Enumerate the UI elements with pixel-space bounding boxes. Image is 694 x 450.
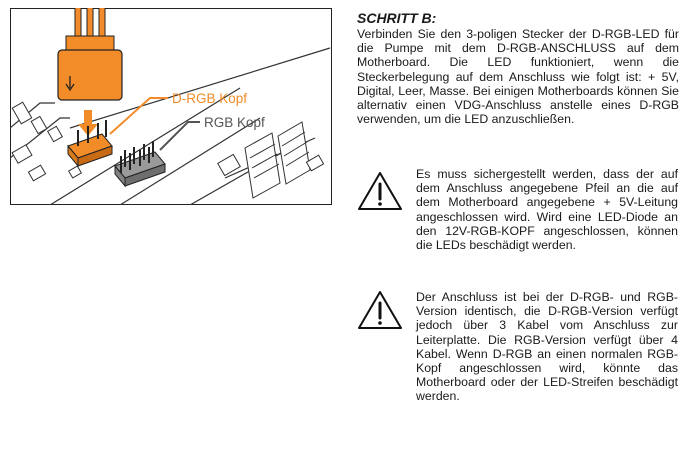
illustration-frame bbox=[11, 9, 332, 205]
warning-text-1: Es muss sichergestellt werden, dass der auf dem Anschluss angegebene Pfeil an die auf dem Motherboard angegebene + 5V-Leitung angeschlossen wird. Wird eine LED-Diode an den 12V-RGB-KOPF angeschlossen, können die LEDs beschädigt werden. bbox=[416, 167, 678, 253]
rgb-header-label: RGB Kopf bbox=[204, 115, 265, 130]
drgb-connector-plug bbox=[58, 36, 122, 100]
warning-text-2: Der Anschluss ist bei der D-RGB- und RGB-Version identisch, die D-RGB-Version verfügt jedoch über 3 Kabel vom Anschluss zur Leiterplatte. Die RGB-Version verfügt über 4 Kabel. Wenn D-RGB an einen normalen RGB-Kopf angeschlossen wird, könnte das Motherboard oder der LED-Streifen beschädigt werden. bbox=[416, 290, 678, 404]
motherboard-illustration bbox=[10, 8, 332, 205]
warning-triangle-icon bbox=[357, 290, 403, 330]
warning-triangle-icon bbox=[357, 171, 403, 211]
step-title: SCHRITT B: bbox=[357, 10, 437, 26]
step-body-text: Verbinden Sie den 3-poligen Stecker der D-RGB-LED für die Pumpe mit dem D-RGB-ANSCHLUSS auf dem Motherboard. Die LED funktioniert, wenn die Steckerbelegung auf dem Anschluss wie folgt ist: + 5V, Digital, Leer, Masse. Bei einigen Motherboards können Sie alternativ einen VDG-Anschluss anstelle eines D-RGB verwenden, um die LED anzuschließen. bbox=[357, 27, 679, 127]
drgb-header-label: D-RGB Kopf bbox=[172, 91, 248, 106]
